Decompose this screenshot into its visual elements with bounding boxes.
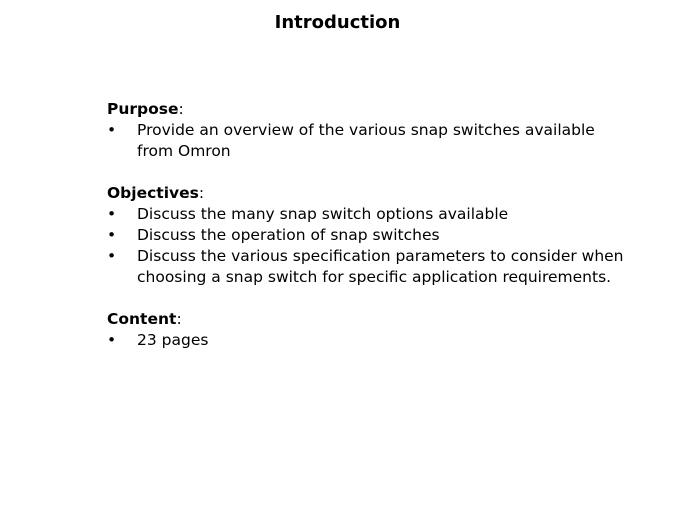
bullet-text: Discuss the various specification parameters to consider when choosing a snap switch for specific application requirements.: [137, 247, 624, 286]
bullet-item: [107, 120, 627, 162]
objectives-section: [107, 183, 627, 288]
bullet-icon: •: [107, 205, 117, 223]
content-bullet-list: [107, 330, 627, 351]
content-heading-label: Content: [107, 310, 177, 328]
content-section: [107, 309, 627, 351]
objectives-heading-label: Objectives: [107, 184, 199, 202]
slide-title: Introduction: [274, 12, 401, 33]
bullet-item: [107, 204, 627, 225]
bullet-text: Discuss the operation of snap switches: [137, 226, 440, 244]
purpose-section: [107, 99, 627, 162]
content-heading-colon: :: [176, 310, 182, 328]
bullet-icon: •: [107, 226, 117, 244]
purpose-bullet-list: [107, 120, 627, 162]
bullet-item: [107, 330, 627, 351]
bullet-text: Discuss the many snap switch options available: [137, 205, 509, 223]
purpose-heading-colon: :: [178, 100, 184, 118]
objectives-heading-colon: :: [198, 184, 205, 202]
purpose-heading: [107, 99, 627, 120]
objectives-heading: [107, 183, 627, 204]
bullet-icon: •: [107, 121, 117, 139]
content-heading: [107, 309, 627, 330]
bullet-icon: •: [107, 331, 117, 349]
bullet-icon: •: [107, 247, 117, 265]
bullet-item: [107, 246, 627, 288]
purpose-heading-label: Purpose: [107, 100, 179, 118]
bullet-text: 23 pages: [137, 331, 209, 349]
bullet-item: [107, 225, 627, 246]
objectives-bullet-list: [107, 204, 627, 288]
bullet-text: Provide an overview of the various snap switches available from Omron: [137, 121, 595, 160]
slide-content: [107, 99, 627, 372]
